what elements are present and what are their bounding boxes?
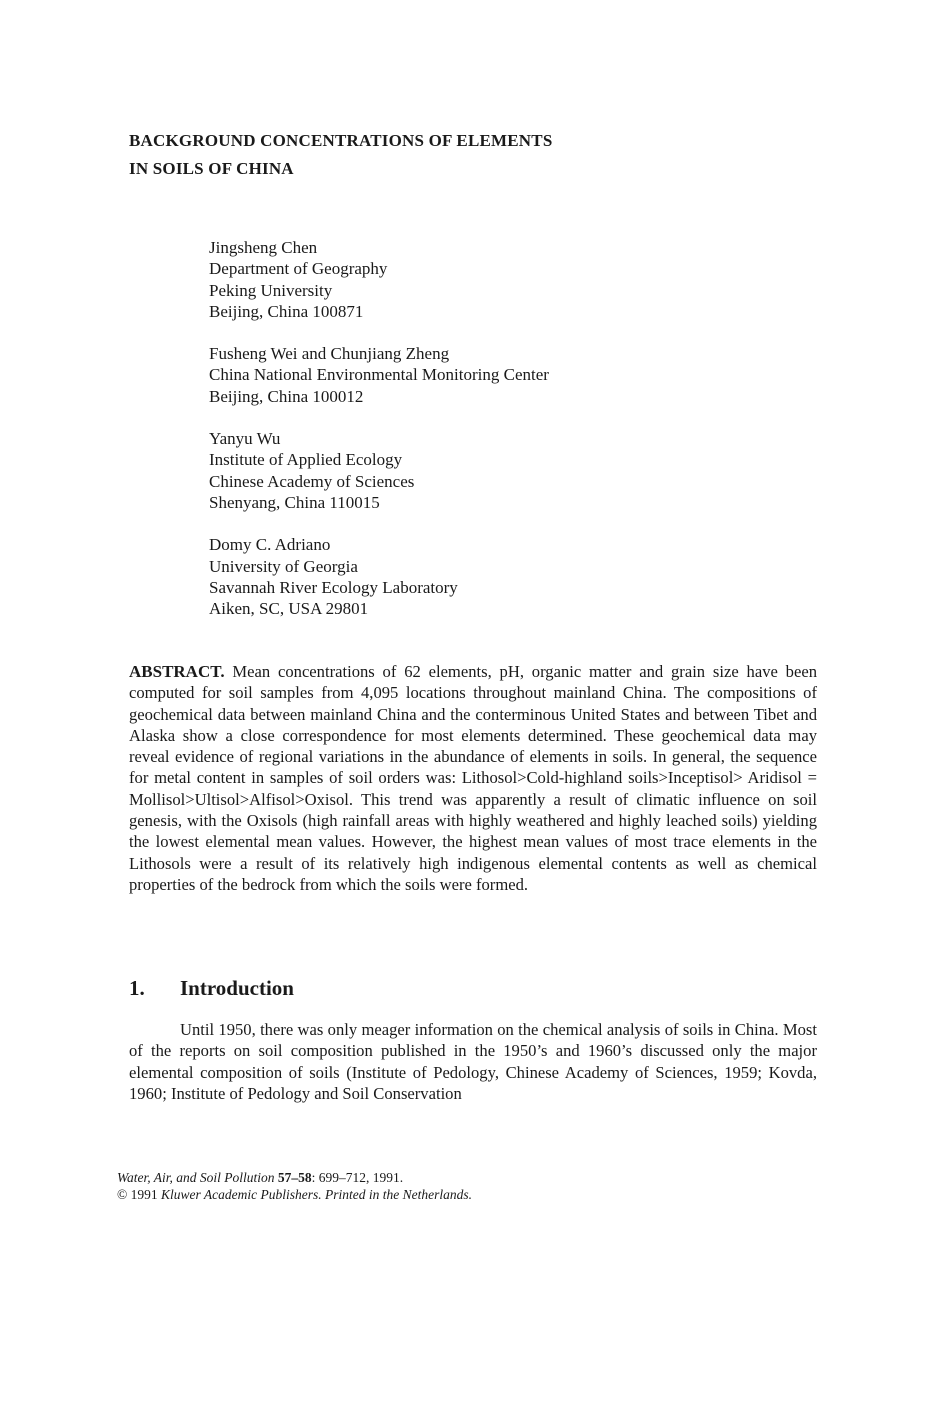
author-affiliation: Savannah River Ecology Laboratory bbox=[209, 577, 458, 597]
section-heading bbox=[129, 974, 294, 1002]
author-address: Shenyang, China 110015 bbox=[209, 492, 380, 512]
citation-line bbox=[117, 1169, 817, 1186]
abstract-text: Mean concentrations of 62 elements, pH, organic matter and grain size have been computed for soil samples from 4,095 locations throughout mainland China. The compositions of geochemical data between mainland China and the conterminous United States and between Tibet and Alaska show a close correspondence for most elements determined. These geochemical data may reveal evidence of regional variations in the abundance of elements in soils. In general, the sequence for metal content in samples of soil orders was: Lithosol>Cold-highland soils>Inceptisol> Aridisol = Mollisol>Ultisol>Alfisol>Oxisol. This trend was apparently a result of climatic influence on soil genesis, with the Oxisols (high rainfall areas with highly weathered and highly leached soils) yielding the lowest elemental mean values. However, the highest mean values of most trace elements in the Lithosols were a result of its relatively high indigenous elemental contents as well as chemical properties of the bedrock from which the soils were formed. bbox=[129, 662, 817, 894]
author-affiliation: China National Environmental Monitoring Center bbox=[209, 365, 549, 385]
author-list bbox=[209, 237, 769, 640]
abstract bbox=[129, 661, 817, 895]
author-block bbox=[209, 343, 769, 407]
publication-footer bbox=[117, 1169, 817, 1203]
paper-title-line-2: IN SOILS OF CHINA bbox=[129, 159, 294, 178]
copyright-year: © 1991 bbox=[117, 1187, 158, 1202]
author-affiliation: Chinese Academy of Sciences bbox=[209, 471, 415, 491]
author-affiliation: Department of Geography bbox=[209, 259, 388, 279]
author-block bbox=[209, 534, 769, 619]
abstract-label: ABSTRACT. bbox=[129, 662, 225, 681]
author-name: Jingsheng Chen bbox=[209, 238, 318, 257]
author-affiliation: Institute of Applied Ecology bbox=[209, 450, 403, 470]
author-address: Beijing, China 100012 bbox=[209, 386, 364, 406]
publisher-note: Kluwer Academic Publishers. Printed in the Netherlands. bbox=[161, 1187, 472, 1202]
journal-volume: 57–58 bbox=[277, 1170, 312, 1185]
paper-title-line-1: BACKGROUND CONCENTRATIONS OF ELEMENTS bbox=[129, 131, 553, 150]
author-affiliation: Peking University bbox=[209, 280, 333, 300]
journal-pages: : 699–712, 1991. bbox=[311, 1170, 404, 1185]
copyright-line bbox=[117, 1186, 817, 1203]
author-block bbox=[209, 428, 769, 513]
section-title: Introduction bbox=[180, 976, 294, 1000]
author-block bbox=[209, 237, 769, 322]
author-name: Domy C. Adriano bbox=[209, 535, 331, 555]
author-name: Yanyu Wu bbox=[209, 429, 281, 449]
author-name: Fusheng Wei and Chunjiang Zheng bbox=[209, 344, 450, 364]
author-address: Beijing, China 100871 bbox=[209, 301, 364, 321]
journal-name: Water, Air, and Soil Pollution bbox=[117, 1170, 275, 1185]
paper-title bbox=[129, 127, 829, 183]
section-number: 1. bbox=[129, 976, 145, 1000]
author-affiliation: University of Georgia bbox=[209, 556, 358, 576]
intro-paragraph: Until 1950, there was only meager information on the chemical analysis of soils in China. Most of the reports on soil composition published in the 1950’s and 1960’s discussed only the major elemental composition of soils (Institute of Pedology, Chinese Academy of Sciences, 1959; Kovda, 1960; Institute of Pedology and Soil Conservation bbox=[129, 1020, 817, 1103]
author-address: Aiken, SC, USA 29801 bbox=[209, 599, 369, 619]
